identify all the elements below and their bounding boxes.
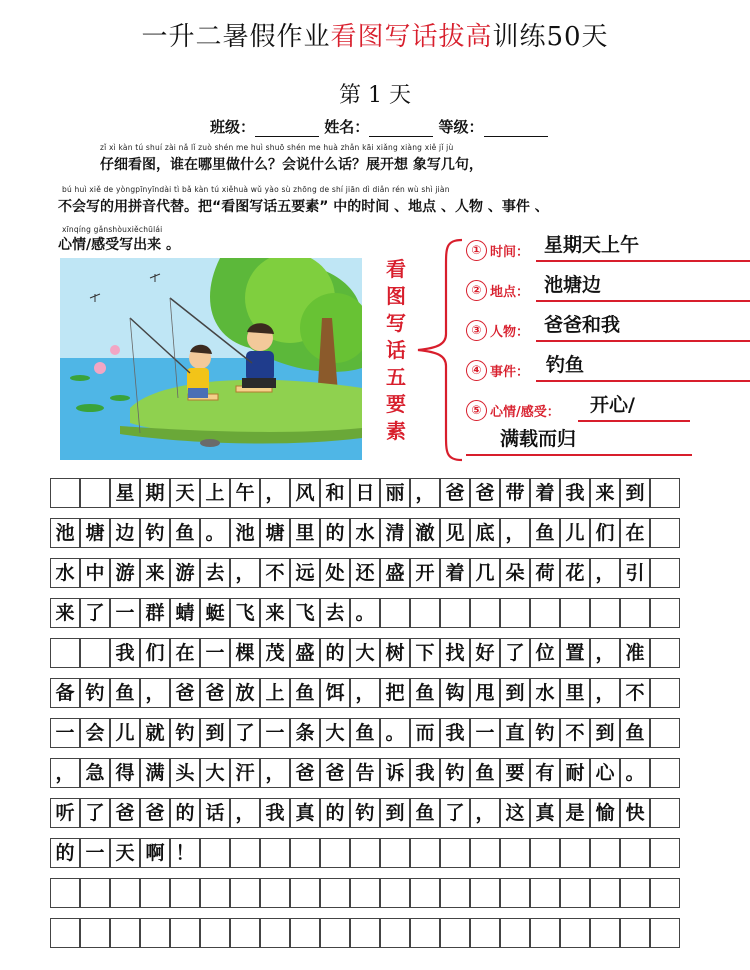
grid-cell[interactable]: 钓 bbox=[530, 718, 560, 748]
grid-cell[interactable]: 钓 bbox=[350, 798, 380, 828]
grid-cell[interactable]: 朵 bbox=[500, 558, 530, 588]
grid-cell[interactable]: 和 bbox=[320, 478, 350, 508]
grid-cell[interactable]: 钩 bbox=[440, 678, 470, 708]
grid-cell[interactable] bbox=[650, 798, 680, 828]
grid-cell[interactable]: 大 bbox=[350, 638, 380, 668]
grid-cell[interactable] bbox=[230, 918, 260, 948]
class-field[interactable] bbox=[255, 120, 319, 137]
name-label: 姓名： bbox=[324, 118, 370, 136]
grid-cell[interactable]: 汗 bbox=[230, 758, 260, 788]
grid-cell[interactable]: 一 bbox=[110, 598, 140, 628]
grid-cell[interactable]: 了 bbox=[80, 798, 110, 828]
element-value: 星期天上午 bbox=[544, 234, 640, 256]
grid-cell[interactable]: 把 bbox=[380, 678, 410, 708]
answer-underline bbox=[466, 454, 692, 456]
grid-cell[interactable]: 一 bbox=[50, 718, 80, 748]
grid-cell[interactable]: 里 bbox=[560, 678, 590, 708]
element-label: 时间： bbox=[490, 245, 530, 260]
grid-cell[interactable] bbox=[260, 838, 290, 868]
grid-cell[interactable]: 来 bbox=[140, 558, 170, 588]
grid-cell[interactable]: ！ bbox=[170, 838, 200, 868]
grid-cell[interactable]: 蜓 bbox=[200, 598, 230, 628]
grid-cell[interactable]: ， bbox=[590, 558, 620, 588]
grid-cell[interactable]: 鱼 bbox=[170, 518, 200, 548]
grid-cell[interactable]: ， bbox=[260, 758, 290, 788]
grid-cell[interactable] bbox=[80, 638, 110, 668]
grid-cell[interactable]: ， bbox=[140, 678, 170, 708]
grid-cell[interactable]: 游 bbox=[170, 558, 200, 588]
grid-cell[interactable]: 我 bbox=[110, 638, 140, 668]
grid-cell[interactable]: 一 bbox=[470, 718, 500, 748]
grid-cell[interactable]: 来 bbox=[50, 598, 80, 628]
grid-cell[interactable]: 期 bbox=[140, 478, 170, 508]
grid-cell[interactable]: 鱼 bbox=[410, 798, 440, 828]
grid-cell[interactable]: 游 bbox=[110, 558, 140, 588]
grid-cell[interactable]: 水 bbox=[350, 518, 380, 548]
element-value: 爸爸和我 bbox=[544, 314, 621, 336]
grid-cell[interactable]: 位 bbox=[530, 638, 560, 668]
grid-cell[interactable] bbox=[290, 918, 320, 948]
grid-cell[interactable]: 爸 bbox=[170, 678, 200, 708]
grid-cell[interactable]: 水 bbox=[50, 558, 80, 588]
grid-cell[interactable] bbox=[350, 878, 380, 908]
grid-cell[interactable]: 耐 bbox=[560, 758, 590, 788]
grid-cell[interactable]: 我 bbox=[560, 478, 590, 508]
grid-cell[interactable]: 一 bbox=[260, 718, 290, 748]
grid-cell[interactable]: 爸 bbox=[470, 478, 500, 508]
grid-cell[interactable] bbox=[650, 678, 680, 708]
grid-cell[interactable] bbox=[140, 878, 170, 908]
grid-cell[interactable]: 塘 bbox=[80, 518, 110, 548]
grid-cell[interactable]: 着 bbox=[440, 558, 470, 588]
grid-cell[interactable] bbox=[80, 478, 110, 508]
grid-cell[interactable] bbox=[80, 878, 110, 908]
grid-cell[interactable] bbox=[320, 878, 350, 908]
grid-cell[interactable] bbox=[650, 558, 680, 588]
grid-cell[interactable] bbox=[650, 838, 680, 868]
grid-cell[interactable]: 要 bbox=[500, 758, 530, 788]
grid-cell[interactable]: 头 bbox=[170, 758, 200, 788]
grid-cell[interactable]: 澈 bbox=[410, 518, 440, 548]
grid-cell[interactable]: 找 bbox=[440, 638, 470, 668]
grid-cell[interactable]: 爸 bbox=[110, 798, 140, 828]
grid-cell[interactable]: 池 bbox=[230, 518, 260, 548]
grid-cell[interactable] bbox=[500, 918, 530, 948]
grid-cell[interactable]: 快 bbox=[620, 798, 650, 828]
grid-cell[interactable] bbox=[260, 878, 290, 908]
grid-cell[interactable] bbox=[500, 878, 530, 908]
grid-cell[interactable] bbox=[290, 878, 320, 908]
grid-cell[interactable] bbox=[470, 918, 500, 948]
grid-cell[interactable] bbox=[590, 918, 620, 948]
grid-cell[interactable] bbox=[590, 878, 620, 908]
prompt-line-2: 不会写的用拼音代替。把“看图写话五要素” 中的时间 、地点 、人物 、事件 、 bbox=[58, 199, 549, 215]
prompt-line-1: 仔细看图，谁在哪里做什么？会说什么话？展开想 象写几句， bbox=[100, 157, 483, 173]
grid-cell[interactable]: 鱼 bbox=[470, 758, 500, 788]
grid-cell[interactable]: 远 bbox=[290, 558, 320, 588]
grid-cell[interactable] bbox=[380, 918, 410, 948]
grid-cell[interactable] bbox=[80, 918, 110, 948]
grid-cell[interactable]: 的 bbox=[320, 518, 350, 548]
grid-cell[interactable]: 在 bbox=[620, 518, 650, 548]
grid-cell[interactable] bbox=[440, 918, 470, 948]
grid-cell[interactable]: 天 bbox=[170, 478, 200, 508]
grade-field[interactable] bbox=[484, 120, 548, 137]
grid-cell[interactable]: 见 bbox=[440, 518, 470, 548]
grid-cell[interactable]: 真 bbox=[290, 798, 320, 828]
grid-cell[interactable]: 鱼 bbox=[350, 718, 380, 748]
grid-cell[interactable]: 诉 bbox=[380, 758, 410, 788]
grid-cell[interactable]: 中 bbox=[80, 558, 110, 588]
title-suffix: 训练50天 bbox=[492, 22, 609, 52]
grid-cell[interactable] bbox=[650, 758, 680, 788]
grid-cell[interactable] bbox=[380, 598, 410, 628]
grid-cell[interactable] bbox=[410, 918, 440, 948]
grid-cell[interactable] bbox=[200, 838, 230, 868]
grid-cell[interactable] bbox=[170, 878, 200, 908]
grid-cell[interactable]: 鱼 bbox=[620, 718, 650, 748]
grid-cell[interactable]: 处 bbox=[320, 558, 350, 588]
element-number: ⑤ bbox=[466, 400, 487, 421]
grid-cell[interactable]: 大 bbox=[200, 758, 230, 788]
grid-cell[interactable]: 是 bbox=[560, 798, 590, 828]
grid-cell[interactable]: 上 bbox=[260, 678, 290, 708]
grid-cell[interactable] bbox=[260, 918, 290, 948]
grid-cell[interactable]: 星 bbox=[110, 478, 140, 508]
answer-underline bbox=[578, 420, 690, 422]
grid-cell[interactable] bbox=[440, 878, 470, 908]
grid-cell[interactable] bbox=[440, 598, 470, 628]
grid-cell[interactable]: 带 bbox=[500, 478, 530, 508]
grid-cell[interactable]: 爸 bbox=[140, 798, 170, 828]
grid-cell[interactable] bbox=[50, 478, 80, 508]
grid-cell[interactable]: 飞 bbox=[230, 598, 260, 628]
grid-cell[interactable] bbox=[500, 838, 530, 868]
grid-cell[interactable] bbox=[560, 838, 590, 868]
grid-cell[interactable] bbox=[380, 878, 410, 908]
grid-cell[interactable] bbox=[320, 918, 350, 948]
element-number: ② bbox=[466, 280, 487, 301]
grid-cell[interactable]: 的 bbox=[50, 838, 80, 868]
grid-cell[interactable]: 好 bbox=[470, 638, 500, 668]
grid-cell[interactable] bbox=[590, 838, 620, 868]
grid-cell[interactable]: 准 bbox=[620, 638, 650, 668]
grid-cell[interactable]: 们 bbox=[140, 638, 170, 668]
grid-cell[interactable]: 钓 bbox=[440, 758, 470, 788]
grid-cell[interactable]: 我 bbox=[440, 718, 470, 748]
element-value: 钓鱼 bbox=[546, 354, 585, 376]
grid-cell[interactable] bbox=[410, 878, 440, 908]
grid-cell[interactable]: 置 bbox=[560, 638, 590, 668]
grid-cell[interactable]: 大 bbox=[320, 718, 350, 748]
grid-cell[interactable]: ， bbox=[410, 478, 440, 508]
grid-cell[interactable]: ， bbox=[50, 758, 80, 788]
grid-cell[interactable]: 一 bbox=[200, 638, 230, 668]
grid-cell[interactable]: ， bbox=[590, 678, 620, 708]
grid-cell[interactable]: 条 bbox=[290, 718, 320, 748]
grid-cell[interactable]: 告 bbox=[350, 758, 380, 788]
grid-cell[interactable] bbox=[590, 598, 620, 628]
grid-cell[interactable]: 树 bbox=[380, 638, 410, 668]
day-number: 第 1 天 bbox=[339, 83, 411, 108]
grid-cell[interactable]: 的 bbox=[320, 798, 350, 828]
grid-cell[interactable] bbox=[650, 518, 680, 548]
grid-cell[interactable]: 风 bbox=[290, 478, 320, 508]
class-label: 班级： bbox=[210, 118, 256, 136]
grid-cell[interactable]: 甩 bbox=[470, 678, 500, 708]
element-label: 地点： bbox=[490, 285, 530, 300]
grid-cell[interactable]: 钓 bbox=[140, 518, 170, 548]
grid-cell[interactable]: 心 bbox=[590, 758, 620, 788]
grid-cell[interactable]: 而 bbox=[410, 718, 440, 748]
grid-cell[interactable] bbox=[200, 918, 230, 948]
grid-cell[interactable]: 爸 bbox=[440, 478, 470, 508]
grid-cell[interactable]: 直 bbox=[500, 718, 530, 748]
grid-cell[interactable]: 会 bbox=[80, 718, 110, 748]
student-info-row bbox=[210, 116, 548, 137]
grid-cell[interactable]: 放 bbox=[230, 678, 260, 708]
grid-cell[interactable] bbox=[650, 638, 680, 668]
grid-cell[interactable]: 不 bbox=[560, 718, 590, 748]
grid-cell[interactable]: 上 bbox=[200, 478, 230, 508]
grid-cell[interactable]: ， bbox=[260, 478, 290, 508]
grid-cell[interactable] bbox=[620, 598, 650, 628]
grid-cell[interactable] bbox=[650, 598, 680, 628]
grid-cell[interactable]: 。 bbox=[620, 758, 650, 788]
grid-cell[interactable]: 到 bbox=[200, 718, 230, 748]
grid-cell[interactable] bbox=[230, 838, 260, 868]
grid-cell[interactable]: 爸 bbox=[290, 758, 320, 788]
grid-cell[interactable]: 池 bbox=[50, 518, 80, 548]
grid-cell[interactable]: 蜻 bbox=[170, 598, 200, 628]
grid-cell[interactable]: 钓 bbox=[170, 718, 200, 748]
grade-label: 等级： bbox=[438, 118, 484, 136]
grid-cell[interactable]: 盛 bbox=[380, 558, 410, 588]
grid-cell[interactable]: 鱼 bbox=[110, 678, 140, 708]
grid-cell[interactable]: 荷 bbox=[530, 558, 560, 588]
worksheet-title bbox=[0, 16, 750, 53]
grid-cell[interactable] bbox=[650, 878, 680, 908]
grid-cell[interactable]: 了 bbox=[230, 718, 260, 748]
name-field[interactable] bbox=[369, 120, 433, 137]
grid-cell[interactable]: 水 bbox=[530, 678, 560, 708]
grid-cell[interactable] bbox=[350, 838, 380, 868]
grid-cell[interactable]: 日 bbox=[350, 478, 380, 508]
title-highlight: 看图写话拔高 bbox=[330, 22, 493, 52]
grid-cell[interactable]: 到 bbox=[500, 678, 530, 708]
grid-cell[interactable] bbox=[170, 918, 200, 948]
grid-cell[interactable] bbox=[530, 918, 560, 948]
grid-cell[interactable]: 了 bbox=[440, 798, 470, 828]
grid-cell[interactable] bbox=[110, 918, 140, 948]
answer-underline bbox=[536, 260, 750, 262]
grid-cell[interactable]: 着 bbox=[530, 478, 560, 508]
grid-cell[interactable]: 鱼 bbox=[410, 678, 440, 708]
grid-cell[interactable]: 愉 bbox=[590, 798, 620, 828]
grid-cell[interactable] bbox=[500, 598, 530, 628]
grid-cell[interactable]: 不 bbox=[620, 678, 650, 708]
element-label: 心情/感受： bbox=[490, 405, 560, 420]
grid-cell[interactable] bbox=[470, 878, 500, 908]
prompt-line-3: 心情/感受写出来 。 bbox=[58, 237, 180, 253]
grid-cell[interactable]: 爸 bbox=[200, 678, 230, 708]
grid-cell[interactable]: 真 bbox=[530, 798, 560, 828]
grid-cell[interactable]: 底 bbox=[470, 518, 500, 548]
element-number: ④ bbox=[466, 360, 487, 381]
fishing-scene-illustration bbox=[60, 258, 362, 460]
grid-cell[interactable]: 鱼 bbox=[530, 518, 560, 548]
grid-cell[interactable]: 啊 bbox=[140, 838, 170, 868]
grid-cell[interactable] bbox=[560, 598, 590, 628]
grid-cell[interactable] bbox=[320, 838, 350, 868]
grid-cell[interactable]: 在 bbox=[170, 638, 200, 668]
prompt-pinyin-3: xīnqíng gǎnshòuxiěchūlái bbox=[62, 225, 163, 234]
grid-cell[interactable] bbox=[140, 918, 170, 948]
grid-cell[interactable] bbox=[380, 838, 410, 868]
grid-cell[interactable]: 我 bbox=[410, 758, 440, 788]
grid-cell[interactable] bbox=[530, 598, 560, 628]
element-value: 满载而归 bbox=[500, 428, 577, 450]
grid-cell[interactable] bbox=[650, 718, 680, 748]
grid-cell[interactable]: 花 bbox=[560, 558, 590, 588]
grid-cell[interactable]: 群 bbox=[140, 598, 170, 628]
grid-cell[interactable] bbox=[50, 878, 80, 908]
grid-cell[interactable] bbox=[560, 878, 590, 908]
grid-cell[interactable]: 来 bbox=[260, 598, 290, 628]
prompt-pinyin-1: zǐ xì kàn tú shuí zài nǎ lǐ zuò shén me huì shuō shén me huà zhǎn kāi xiǎng xiàng xiě jǐ jù bbox=[100, 143, 454, 152]
grid-cell[interactable]: 的 bbox=[320, 638, 350, 668]
grid-cell[interactable] bbox=[350, 918, 380, 948]
grid-cell[interactable]: 丽 bbox=[380, 478, 410, 508]
grid-cell[interactable] bbox=[650, 478, 680, 508]
grid-cell[interactable] bbox=[530, 838, 560, 868]
grid-cell[interactable]: 几 bbox=[470, 558, 500, 588]
grid-cell[interactable] bbox=[50, 918, 80, 948]
element-number: ③ bbox=[466, 320, 487, 341]
answer-underline bbox=[536, 300, 750, 302]
grid-cell[interactable]: 。 bbox=[380, 718, 410, 748]
grid-cell[interactable] bbox=[50, 638, 80, 668]
grid-cell[interactable]: 这 bbox=[500, 798, 530, 828]
grid-cell[interactable]: 了 bbox=[80, 598, 110, 628]
element-label: 事件： bbox=[490, 365, 530, 380]
grid-cell[interactable]: 急 bbox=[80, 758, 110, 788]
grid-cell[interactable] bbox=[290, 838, 320, 868]
grid-cell[interactable]: 备 bbox=[50, 678, 80, 708]
grid-cell[interactable]: 下 bbox=[410, 638, 440, 668]
grid-cell[interactable] bbox=[470, 838, 500, 868]
grid-cell[interactable] bbox=[410, 598, 440, 628]
grid-cell[interactable]: 引 bbox=[620, 558, 650, 588]
grid-cell[interactable]: ， bbox=[230, 798, 260, 828]
grid-cell[interactable] bbox=[410, 838, 440, 868]
grid-cell[interactable]: 清 bbox=[380, 518, 410, 548]
grid-cell[interactable]: 听 bbox=[50, 798, 80, 828]
grid-cell[interactable] bbox=[440, 838, 470, 868]
grid-cell[interactable] bbox=[200, 878, 230, 908]
grid-cell[interactable]: 去 bbox=[200, 558, 230, 588]
grid-cell[interactable]: 我 bbox=[260, 798, 290, 828]
grid-cell[interactable]: 儿 bbox=[110, 718, 140, 748]
grid-cell[interactable]: 钓 bbox=[80, 678, 110, 708]
grid-cell[interactable]: 有 bbox=[530, 758, 560, 788]
grid-cell[interactable] bbox=[230, 878, 260, 908]
grid-cell[interactable]: 到 bbox=[590, 718, 620, 748]
grid-cell[interactable]: 来 bbox=[590, 478, 620, 508]
brace-connector bbox=[412, 236, 464, 464]
grid-cell[interactable]: 还 bbox=[350, 558, 380, 588]
grid-cell[interactable]: 到 bbox=[620, 478, 650, 508]
grid-cell[interactable]: 得 bbox=[110, 758, 140, 788]
grid-cell[interactable]: 。 bbox=[350, 598, 380, 628]
grid-cell[interactable] bbox=[620, 838, 650, 868]
grid-cell[interactable]: 们 bbox=[590, 518, 620, 548]
answer-underline bbox=[536, 340, 750, 342]
grid-cell[interactable]: 棵 bbox=[230, 638, 260, 668]
grid-cell[interactable]: 边 bbox=[110, 518, 140, 548]
title-prefix: 一升二暑假作业 bbox=[141, 22, 331, 52]
grid-cell[interactable]: ， bbox=[590, 638, 620, 668]
grid-cell[interactable]: 到 bbox=[380, 798, 410, 828]
answer-underline bbox=[536, 380, 750, 382]
grid-cell[interactable]: 开 bbox=[410, 558, 440, 588]
element-value: 池塘边 bbox=[544, 274, 602, 296]
grid-cell[interactable]: 就 bbox=[140, 718, 170, 748]
five-elements-title: 看图写话五要素 bbox=[386, 257, 406, 443]
grid-cell[interactable]: 盛 bbox=[290, 638, 320, 668]
grid-cell[interactable]: 里 bbox=[290, 518, 320, 548]
grid-cell[interactable] bbox=[650, 918, 680, 948]
prompt-pinyin-2: bú huì xiě de yòngpīnyīndài tì bǎ kàn tú xiěhuà wǔ yào sù zhōng de shí jiān dì diǎn rén wù shì jiàn bbox=[62, 185, 450, 194]
grid-cell[interactable]: 了 bbox=[500, 638, 530, 668]
grid-cell[interactable]: ， bbox=[500, 518, 530, 548]
element-label: 人物： bbox=[490, 325, 530, 340]
grid-cell[interactable]: 塘 bbox=[260, 518, 290, 548]
grid-cell[interactable] bbox=[560, 918, 590, 948]
grid-cell[interactable]: 去 bbox=[320, 598, 350, 628]
grid-cell[interactable]: ， bbox=[470, 798, 500, 828]
grid-cell[interactable] bbox=[620, 878, 650, 908]
grid-cell[interactable]: 茂 bbox=[260, 638, 290, 668]
grid-cell[interactable]: ， bbox=[350, 678, 380, 708]
grid-cell[interactable]: 话 bbox=[200, 798, 230, 828]
grid-cell[interactable]: 飞 bbox=[290, 598, 320, 628]
grid-cell[interactable] bbox=[530, 878, 560, 908]
grid-cell[interactable]: 鱼 bbox=[290, 678, 320, 708]
grid-cell[interactable] bbox=[110, 878, 140, 908]
grid-cell[interactable]: 饵 bbox=[320, 678, 350, 708]
grid-cell[interactable]: ， bbox=[230, 558, 260, 588]
grid-cell[interactable]: 天 bbox=[110, 838, 140, 868]
grid-cell[interactable] bbox=[470, 598, 500, 628]
element-number: ① bbox=[466, 240, 487, 261]
grid-cell[interactable]: 的 bbox=[170, 798, 200, 828]
grid-cell[interactable]: 满 bbox=[140, 758, 170, 788]
grid-cell[interactable]: 午 bbox=[230, 478, 260, 508]
grid-cell[interactable]: 一 bbox=[80, 838, 110, 868]
grid-cell[interactable]: 爸 bbox=[320, 758, 350, 788]
grid-cell[interactable]: 。 bbox=[200, 518, 230, 548]
grid-cell[interactable]: 儿 bbox=[560, 518, 590, 548]
grid-cell[interactable]: 不 bbox=[260, 558, 290, 588]
grid-cell[interactable] bbox=[620, 918, 650, 948]
element-value: 开心/ bbox=[590, 394, 635, 416]
